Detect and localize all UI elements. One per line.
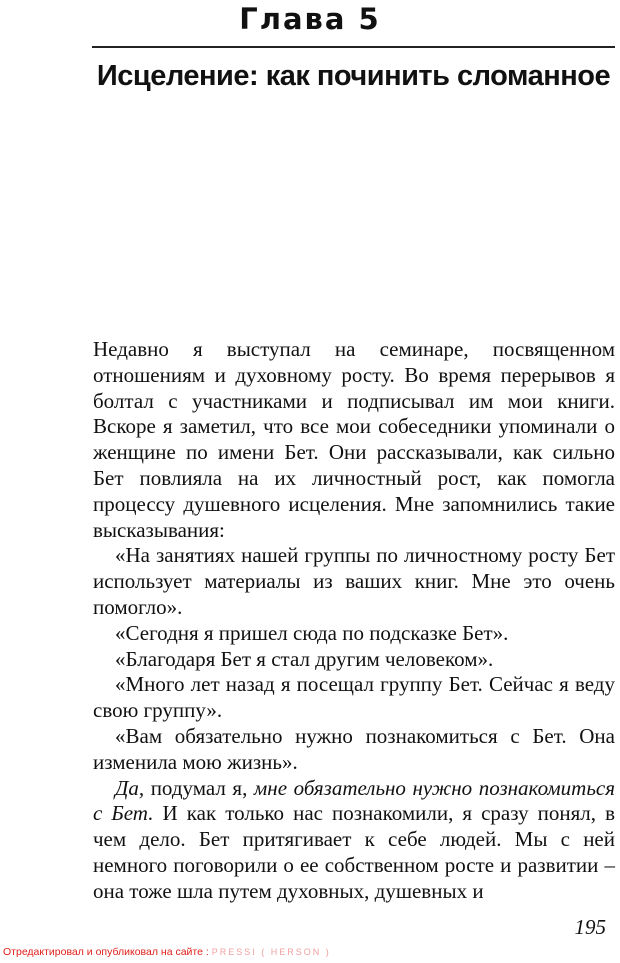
- quote-paragraph: «Сегодня я пришел сюда по подсказке Бет».: [115, 620, 509, 645]
- italic-text: мне обязательно нужно познакомиться с Бет.: [93, 775, 615, 826]
- paragraph: Недавно я выступал на семинаре, посвященном отношениям и духовному росту. Во время перерывов я болтал с участниками и подписывал им мои книги. Вскоре я заметил, что все мои собеседники упоминали о женщине по имени Бет. Они рассказывали, как сильно Бет повлияла на их личностный рост, как помогла процессу душевного исцеления. Мне запомнились такие высказывания:: [93, 337, 615, 542]
- body-text: [93, 337, 615, 905]
- plain-text: И как только нас познакомили, я сразу понял, в чем дело. Бет притягивает к себе людей. Мы с ней немного поговорили о ее собственном росте и развитии – она тоже шла путем духовных, душевных и: [93, 801, 615, 903]
- italic-text: Да,: [115, 775, 145, 800]
- footer-credit: [3, 946, 331, 958]
- brand-text: PRESSI ( HERSON ): [211, 947, 331, 957]
- chapter-label: Глава 5: [239, 2, 381, 36]
- quote-paragraph: «Вам обязательно нужно познакомиться с Бет. Она изменила мою жизнь».: [93, 723, 615, 774]
- credit-separator: :: [202, 946, 212, 958]
- page-number: 195: [574, 915, 606, 939]
- credit-text: Отредактировал и опубликовал на сайте: [3, 946, 203, 958]
- chapter-divider: [92, 46, 615, 48]
- paragraph: [93, 776, 615, 905]
- plain-text: подумал я,: [144, 775, 254, 800]
- chapter-title: Исцеление: как починить сломанное: [96, 60, 611, 92]
- quote-paragraph: «На занятиях нашей группы по личностному росту Бет использует материалы из ваших книг. Мне это очень помогло».: [93, 543, 615, 619]
- quote-paragraph: «Благодаря Бет я стал другим человеком».: [115, 646, 494, 671]
- quote-paragraph: «Много лет назад я посещал группу Бет. Сейчас я веду свою группу».: [93, 672, 615, 723]
